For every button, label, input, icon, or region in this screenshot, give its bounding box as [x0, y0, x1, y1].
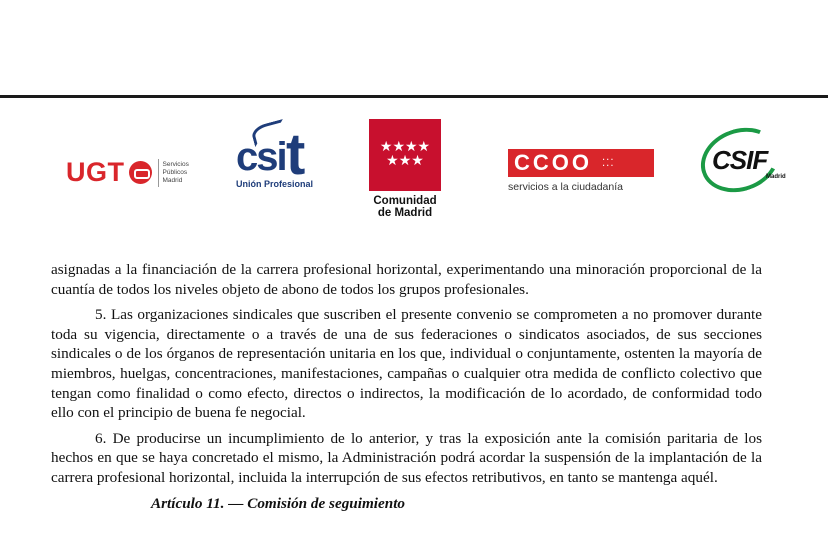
- madrid-stars-top: ★★★★: [379, 140, 431, 155]
- ugt-wordmark: UGT: [66, 157, 125, 187]
- logo-bar: [0, 115, 828, 225]
- comunidad-madrid-label: Comunidad de Madrid: [373, 195, 437, 219]
- paragraph-6: 6. De producirse un incumplimiento de lo anterior, y tras la exposición ante la comisión paritaria de los hechos en que se haya concretado el mismo, la Administración podrá acordar la suspensión de la implantación de la carrera profesional horizontal, incluida la interrupción de sus efectos retributivos, en tanto se mantenga aquél.: [51, 429, 762, 486]
- ugt-logo: [66, 157, 189, 188]
- csit-wordmark-cs: csi: [236, 135, 286, 179]
- ugt-handshake-icon: [129, 161, 152, 184]
- header-rule: [0, 95, 828, 98]
- csit-logo: [236, 121, 326, 193]
- madrid-stars-bottom: ★★★: [386, 154, 424, 169]
- paragraph-5: 5. Las organizaciones sindicales que suscriben el presente convenio se comprometen a no promover durante toda su vigencia, directamente o a través de una de sus federaciones o sindicatos asociados, de sus secciones sindicales o de los órganos de representación unitaria en los que, individual o conjuntamente, ostenten la mayoría de miembros, huelgas, concentraciones, manifestaciones, campañas o cualquier otra medida de conflicto colectivo que tengan como finalidad o como efecto, directos o indirectos, la modificación de lo acordado, de conformidad todo ello con el principio de buena fe negocial.: [51, 306, 762, 422]
- paragraph-continuation: asignadas a la financiación de la carrera profesional horizontal, experimentando una minoración proporcional de la cuantía de todos los niveles objeto de abono de todos los grupos profesionales.: [51, 261, 762, 298]
- madrid-flag-icon: [369, 119, 441, 191]
- csif-wordmark: CSIF: [712, 145, 768, 175]
- ccoo-banner: [508, 149, 654, 177]
- ugt-divider: [158, 159, 159, 187]
- ugt-subtitle: Servicios Públicos Madrid: [162, 160, 189, 184]
- article-heading: Artículo 11. — Comisión de seguimiento: [151, 494, 406, 512]
- csif-logo: [700, 129, 790, 195]
- ccoo-dots-icon: ⁚⁚⁚: [602, 157, 615, 169]
- csit-wordmark-t: t: [286, 122, 306, 187]
- document-body: [51, 260, 762, 519]
- comunidad-madrid-logo: [369, 119, 441, 219]
- ccoo-logo: [508, 149, 658, 193]
- csit-subtitle: Unión Profesional: [236, 179, 314, 189]
- csif-subtitle: Madrid: [766, 174, 786, 180]
- ccoo-subtitle: servicios a la ciudadanía: [508, 181, 623, 193]
- ccoo-wordmark: CCOO: [514, 150, 592, 175]
